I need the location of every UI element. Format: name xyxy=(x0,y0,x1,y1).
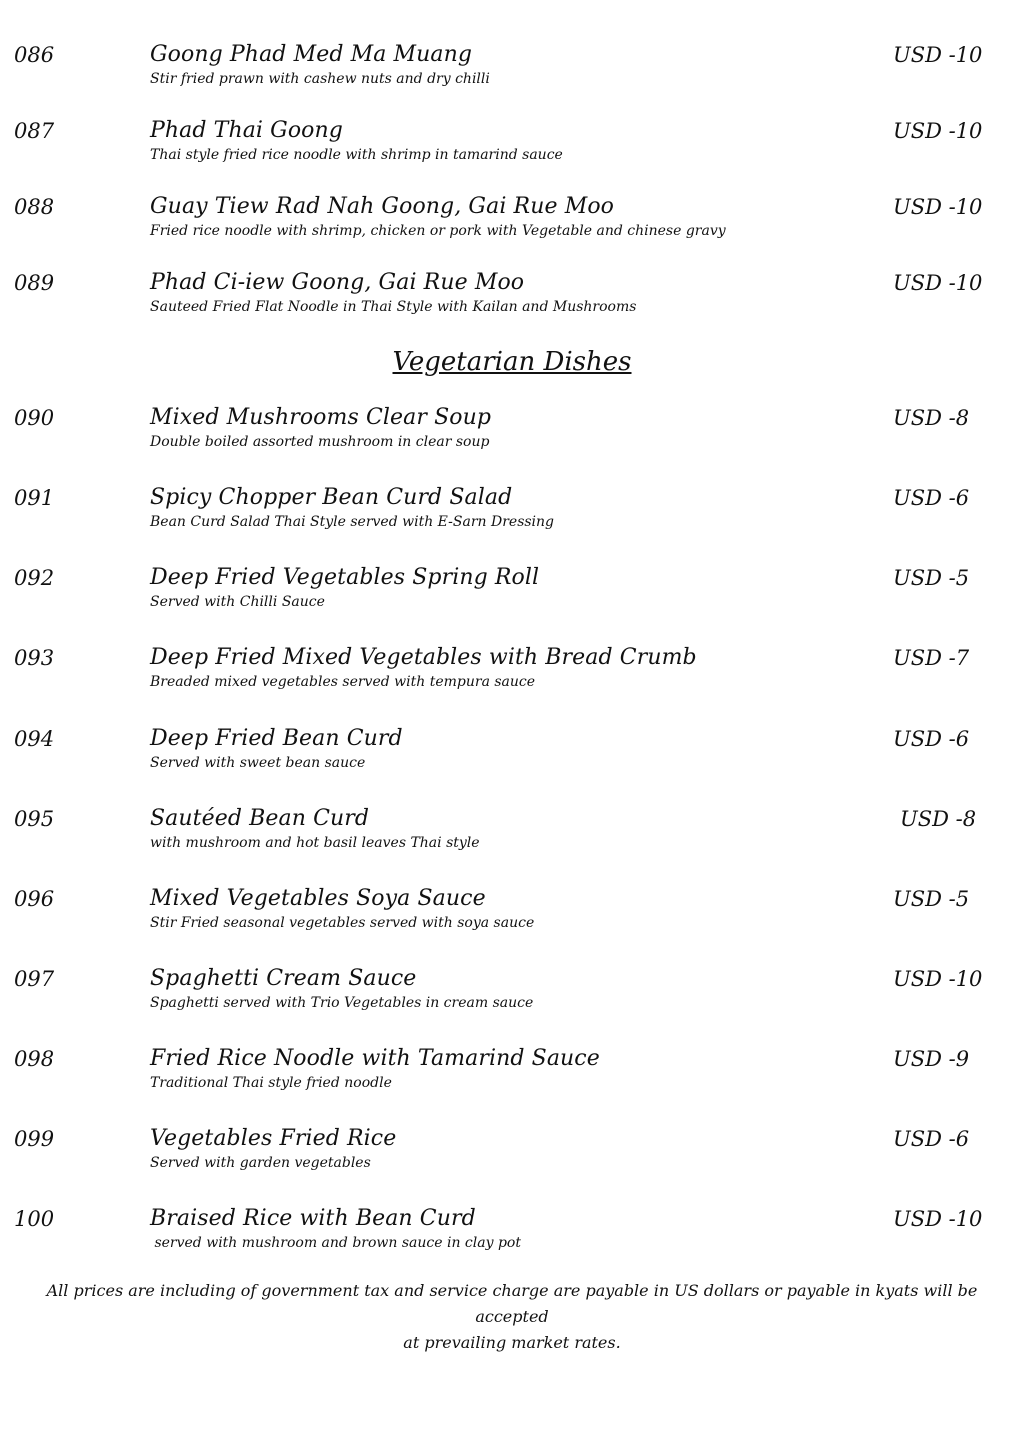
item-code: 091 xyxy=(14,486,55,510)
item-name: Spaghetti Cream Sauce xyxy=(150,966,417,991)
item-price: USD -6 xyxy=(893,727,970,751)
menu-item xyxy=(0,118,1024,178)
menu-item xyxy=(0,485,1024,545)
item-price: USD -8 xyxy=(900,807,977,831)
menu-item xyxy=(0,270,1024,330)
item-code: 094 xyxy=(14,727,55,751)
item-description: Double boiled assorted mushroom in clear soup xyxy=(150,434,490,450)
menu-item xyxy=(0,886,1024,946)
item-code: 099 xyxy=(14,1127,55,1151)
item-description: Breaded mixed vegetables served with tempura sauce xyxy=(150,674,536,690)
item-name: Goong Phad Med Ma Muang xyxy=(150,42,473,67)
menu-item xyxy=(0,1206,1024,1266)
item-description: Served with Chilli Sauce xyxy=(150,594,325,610)
item-name: Guay Tiew Rad Nah Goong, Gai Rue Moo xyxy=(150,194,615,219)
item-price: USD -10 xyxy=(893,967,983,991)
item-name: Phad Thai Goong xyxy=(150,118,343,143)
item-description: Sauteed Fried Flat Noodle in Thai Style with Kailan and Mushrooms xyxy=(150,299,637,315)
item-description: Thai style fried rice noodle with shrimp in tamarind sauce xyxy=(150,147,563,163)
item-code: 100 xyxy=(14,1207,55,1231)
item-description: Served with garden vegetables xyxy=(150,1155,371,1171)
menu-item xyxy=(0,1046,1024,1106)
item-code: 092 xyxy=(14,566,55,590)
item-description: Traditional Thai style fried noodle xyxy=(150,1075,392,1091)
menu-item xyxy=(0,565,1024,625)
item-price: USD -6 xyxy=(893,486,970,510)
menu-item xyxy=(0,806,1024,866)
section-title: Vegetarian Dishes xyxy=(392,347,632,377)
item-name: Fried Rice Noodle with Tamarind Sauce xyxy=(150,1046,600,1071)
item-name: Vegetables Fried Rice xyxy=(150,1126,397,1151)
item-code: 098 xyxy=(14,1047,55,1071)
menu-item xyxy=(0,194,1024,254)
menu-item xyxy=(0,966,1024,1026)
item-description: Stir fried prawn with cashew nuts and dry chilli xyxy=(150,71,490,87)
item-code: 090 xyxy=(14,406,55,430)
menu-item xyxy=(0,405,1024,465)
item-description: Fried rice noodle with shrimp, chicken or pork with Vegetable and chinese gravy xyxy=(150,223,726,239)
item-code: 097 xyxy=(14,967,55,991)
item-code: 086 xyxy=(14,43,55,67)
menu-item xyxy=(0,726,1024,786)
item-name: Spicy Chopper Bean Curd Salad xyxy=(150,485,513,510)
price-note-line-2: at prevailing market rates. xyxy=(403,1333,621,1352)
item-code: 089 xyxy=(14,271,55,295)
item-price: USD -5 xyxy=(893,887,970,911)
item-price: USD -9 xyxy=(893,1047,970,1071)
item-name: Sautéed Bean Curd xyxy=(150,806,370,831)
item-code: 087 xyxy=(14,119,55,143)
item-name: Deep Fried Mixed Vegetables with Bread Crumb xyxy=(150,645,697,670)
item-name: Deep Fried Bean Curd xyxy=(150,726,403,751)
item-price: USD -6 xyxy=(893,1127,970,1151)
item-description: Stir Fried seasonal vegetables served with soya sauce xyxy=(150,915,535,931)
menu-item xyxy=(0,1126,1024,1186)
item-code: 093 xyxy=(14,646,55,670)
item-price: USD -10 xyxy=(893,119,983,143)
item-name: Mixed Mushrooms Clear Soup xyxy=(150,405,492,430)
item-description: Spaghetti served with Trio Vegetables in cream sauce xyxy=(150,995,534,1011)
item-description: Served with sweet bean sauce xyxy=(150,755,366,771)
item-price: USD -7 xyxy=(893,646,970,670)
item-code: 095 xyxy=(14,807,55,831)
item-name: Deep Fried Vegetables Spring Roll xyxy=(150,565,540,590)
price-note-line-1: All prices are including of government tax and service charge are payable in US dollars or payable in kyats will be accepted xyxy=(46,1281,978,1326)
item-name: Mixed Vegetables Soya Sauce xyxy=(150,886,486,911)
item-name: Braised Rice with Bean Curd xyxy=(150,1206,476,1231)
menu-item xyxy=(0,42,1024,102)
item-code: 096 xyxy=(14,887,55,911)
price-note xyxy=(10,1278,1014,1356)
item-price: USD -10 xyxy=(893,43,983,67)
item-price: USD -10 xyxy=(893,195,983,219)
item-description: Bean Curd Salad Thai Style served with E-Sarn Dressing xyxy=(150,514,555,530)
item-price: USD -10 xyxy=(893,271,983,295)
item-description: served with mushroom and brown sauce in clay pot xyxy=(150,1235,521,1251)
item-description: with mushroom and hot basil leaves Thai style xyxy=(150,835,480,851)
menu-item xyxy=(0,645,1024,705)
item-price: USD -5 xyxy=(893,566,970,590)
item-code: 088 xyxy=(14,195,55,219)
item-name: Phad Ci-iew Goong, Gai Rue Moo xyxy=(150,270,525,295)
item-price: USD -8 xyxy=(893,406,970,430)
item-price: USD -10 xyxy=(893,1207,983,1231)
